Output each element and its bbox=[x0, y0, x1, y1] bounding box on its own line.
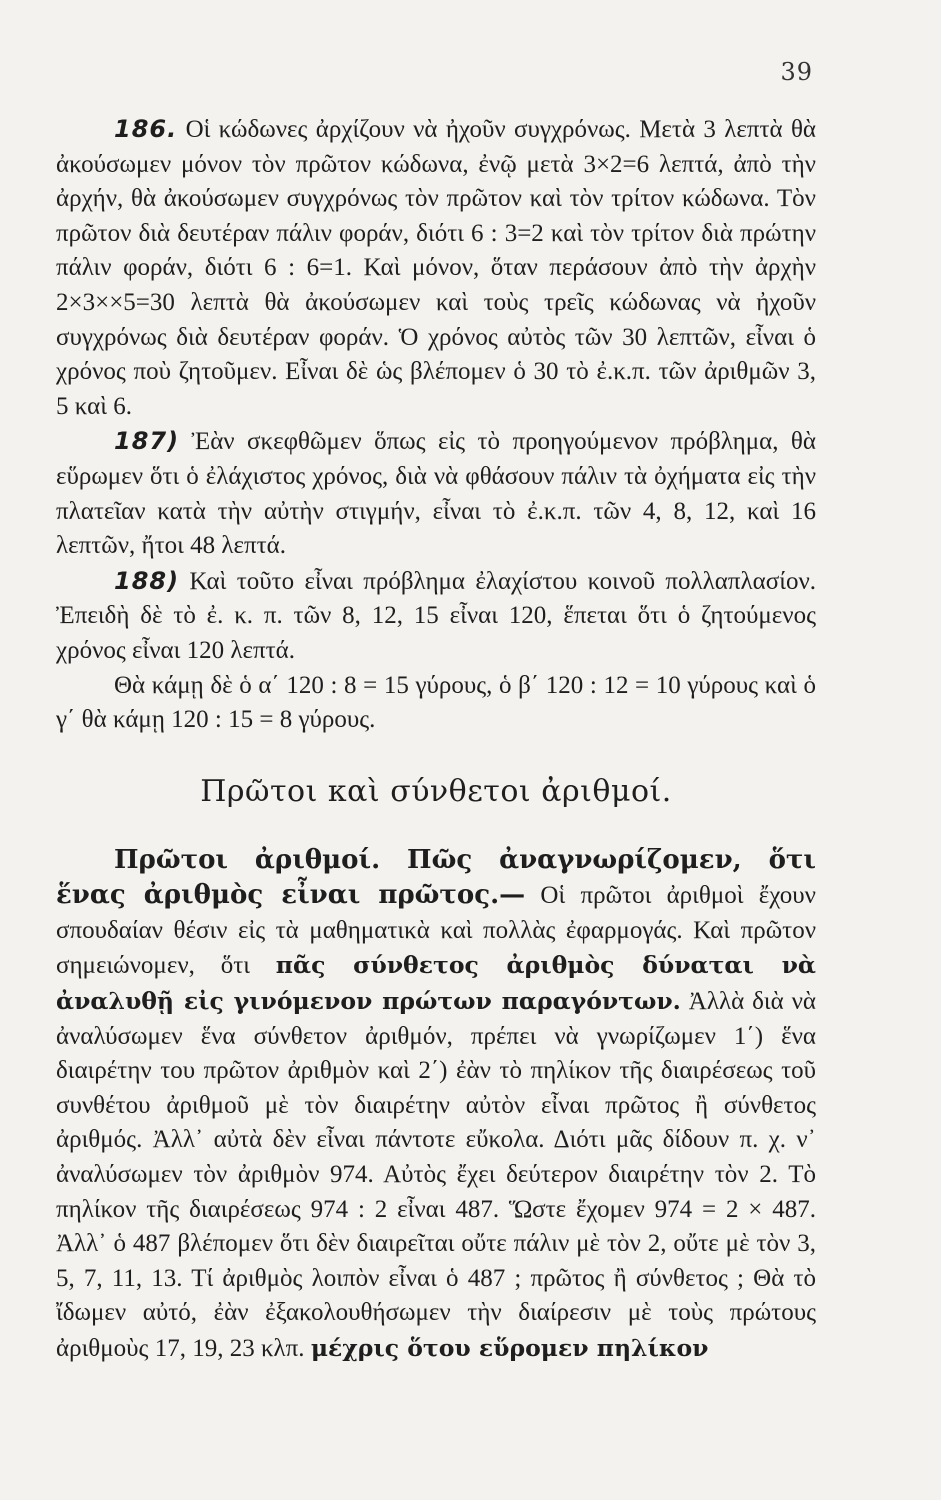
primes-paragraph bbox=[56, 843, 816, 1367]
problem-text: Θὰ κάμῃ δὲ ὁ α΄ 120 : 8 = 15 γύρους, ὁ β΄ 120 : 12 = 10 γύρους καὶ ὁ γ΄ θὰ κάμῃ 120 : 15 = 8 γύρους. bbox=[56, 671, 816, 734]
problem-number: 186. bbox=[114, 115, 178, 143]
page-number: 39 bbox=[780, 58, 813, 86]
problem-number: 187) bbox=[114, 427, 180, 456]
page-content bbox=[56, 112, 816, 1367]
problem-text: Ἐὰν σκεφθῶμεν ὅπως εἰς τὸ προηγούμενον πρόβλημα, θὰ εὕρωμεν ὅτι ὁ ἐλάχιστος χρόνος, διὰ νὰ φθάσουν πάλιν τὰ ὀχήματα εἰς τὴν πλατεῖαν κατὰ τὴν αὐτὴν στιγμήν, εἶναι τὸ ἐ.κ.π. τῶν 4, 8, 12, καὶ 16 λεπτῶν, ἤτοι 48 λεπτά. bbox=[56, 428, 816, 560]
primes-heading: Πρῶτοι ἀριθμοί. Πῶς ἀναγνωρίζομεν, ὅτι ἕνας ἀριθμὸς εἶναι πρῶτος.— bbox=[56, 844, 816, 911]
primes-emphasis: πᾶς σύνθετος ἀριθμὸς δύναται νὰ ἀναλυθῇ εἰς γινόμενον πρώτων παραγόντων. bbox=[56, 951, 816, 1016]
primes-text: Οἱ πρῶτοι ἀριθμοὶ ἔχουν σπουδαίαν θέσιν εἰς τὰ μαθηματικὰ καὶ πολλὰς ἐφαρμογάς. Καὶ πρῶτον σημειώνομεν, ὅτι bbox=[56, 882, 816, 980]
problem-188-continued bbox=[56, 669, 816, 738]
problem-187 bbox=[56, 424, 816, 563]
problem-text: Οἱ κώδωνες ἀρχίζουν νὰ ἠχοῦν συγχρόνως. Μετὰ 3 λεπτὰ θὰ ἀκούσωμεν μόνον τὸν πρῶτον κώδωνα, ἐνῷ μετὰ 3×2=6 λεπτά, ἀπὸ τὴν ἀρχήν, θὰ ἀκούσωμεν συγχρόνως τὸν πρῶτον καὶ τὸν τρίτον κώδωνα. Τὸν πρῶτον διὰ δευτέραν πάλιν φοράν, διότι 6 : 3=2 καὶ τὸν τρίτον διὰ πρώτην πάλιν φοράν, διότι 6 : 6=1. Καὶ μόνον, ὅταν περάσουν ἀπὸ τὴν ἀρχὴν 2×3××5=30 λεπτὰ θὰ ἀκούσωμεν καὶ τοὺς τρεῖς κώδωνας νὰ ἠχοῦν συγχρόνως διὰ δευτέραν φοράν. Ὁ χρόνος αὐτὸς τῶν 30 λεπτῶν, εἶναι ὁ χρόνος ποὺ ζητοῦμεν. Εἶναι δὲ ὡς βλέπομεν ὁ 30 τὸ ἐ.κ.π. τῶν ἀριθμῶν 3, 5 καὶ 6. bbox=[56, 116, 817, 420]
section-title: Πρῶτοι καὶ σύνθετοι ἀριθμοί. bbox=[200, 773, 672, 809]
problem-number: 188) bbox=[114, 566, 180, 595]
primes-emphasis-end: μέχρις ὅτου εὕρομεν πηλίκον bbox=[310, 1334, 709, 1362]
primes-text-continued: Ἀλλὰ διὰ νὰ ἀναλύσωμεν ἕνα σύνθετον ἀριθμόν, πρέπει νὰ γνωρίζωμεν 1΄) ἕνα διαιρέτην του πρῶτον ἀριθμὸν καὶ 2΄) ἐὰν τὸ πηλίκον τῆς διαιρέσεως τοῦ συνθέτου ἀριθμοῦ μὲ τὸν διαιρέτην αὐτὸν εἶναι πρῶτος ἢ σύνθετος ἀριθμός. Ἀλλ᾽ αὐτὰ δὲν εἶναι πάντοτε εὔκολα. Διότι μᾶς δίδουν π. χ. ν᾽ ἀναλύσωμεν τὸν ἀριθμὸν 974. Αὐτὸς ἔχει δεύτερον διαιρέτην τὸν 2. Τὸ πηλίκον τῆς διαιρέσεως 974 : 2 εἶναι 487. Ὥστε ἔχομεν 974 = 2 × 487. Ἀλλ᾽ ὁ 487 βλέπομεν ὅτι δὲν διαιρεῖται οὔτε πάλιν μὲ τὸν 2, οὔτε μὲ τὸν 3, 5, 7, 11, 13. Τί ἀριθμὸς λοιπὸν εἶναι ὁ 487 ; πρῶτος ἢ σύνθετος ; Θὰ τὸ ἴδωμεν αὐτό, ἐὰν ἐξακολουθήσωμεν τὴν διαίρεσιν μὲ τοὺς πρώτους ἀριθμοὺς 17, 19, 23 κλπ. bbox=[56, 988, 816, 1362]
problem-188 bbox=[56, 564, 816, 669]
problem-text: Καὶ τοῦτο εἶναι πρόβλημα ἐλαχίστου κοινοῦ πολλαπλασίον. Ἐπειδὴ δὲ τὸ ἐ. κ. π. τῶν 8, 12, 15 εἶναι 120, ἕπεται ὅτι ὁ ζητούμενος χρόνος εἶναι 120 λεπτά. bbox=[56, 567, 816, 664]
problem-186 bbox=[56, 112, 816, 424]
